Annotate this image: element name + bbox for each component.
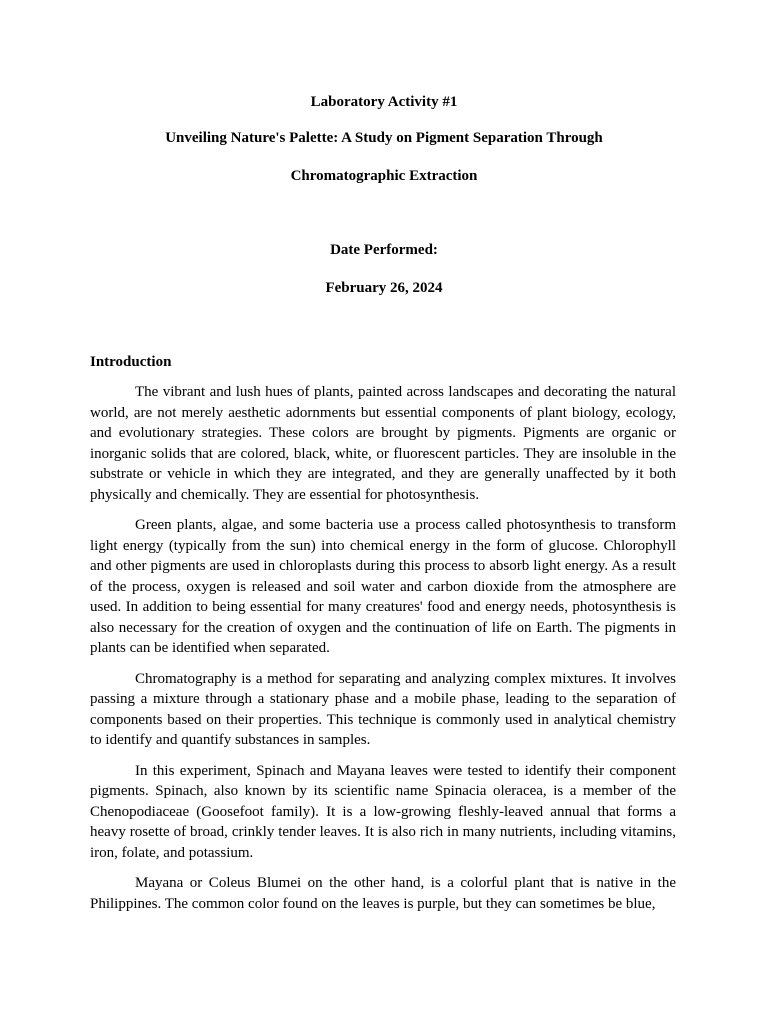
paragraph: Chromatography is a method for separating and analyzing complex mixtures. It involves passing a mixture through a stationary phase and a mobile phase, leading to the separation of components based on their properties. This technique is commonly used in analytical chemistry to identify and quantify substances in samples.	[90, 670, 676, 748]
section-heading: Introduction	[90, 354, 172, 370]
body-text	[90, 382, 676, 924]
paragraph: The vibrant and lush hues of plants, painted across landscapes and decorating the natural world, are not merely aesthetic adornments but essential components of plant biology, ecology, and evolutionary strategies. These colors are brought by pigments. Pigments are organic or inorganic solids that are colored, black, white, or fluorescent particles. They are insoluble in the substrate or vehicle in which they are integrated, and they are generally unaffected by it both physically and chemically. They are essential for photosynthesis.	[90, 384, 676, 503]
document-subtitle-line-2: Chromatographic Extraction	[290, 168, 478, 184]
date-label: Date Performed:	[330, 242, 438, 258]
date-value: February 26, 2024	[325, 280, 443, 296]
paragraph: Green plants, algae, and some bacteria use a process called photosynthesis to transform light energy (typically from the sun) into chemical energy in the form of glucose. Chlorophyll and other pigments are used in chloroplasts during this process to absorb light energy. As a result of the process, oxygen is released and soil water and carbon dioxide from the atmosphere are used. In addition to being essential for many creatures' food and energy needs, photosynthesis is also necessary for the creation of oxygen and the continuation of life on Earth. The pigments in plants can be identified when separated.	[90, 517, 676, 656]
document-title: Laboratory Activity #1	[310, 94, 458, 110]
paragraph: In this experiment, Spinach and Mayana leaves were tested to identify their component pigments. Spinach, also known by its scientific name Spinacia oleracea, is a member of the Chenopodiaceae (Goosefoot family). It is a low-growing fleshly-leaved annual that forms a heavy rosette of broad, crinkly tender leaves. It is also rich in many nutrients, including vitamins, iron, folate, and potassium.	[90, 762, 676, 861]
paragraph: Mayana or Coleus Blumei on the other hand, is a colorful plant that is native in the Philippines. The common color found on the leaves is purple, but they can sometimes be blue,	[90, 875, 676, 912]
document-subtitle-line-1: Unveiling Nature's Palette: A Study on Pigment Separation Through	[165, 130, 603, 146]
